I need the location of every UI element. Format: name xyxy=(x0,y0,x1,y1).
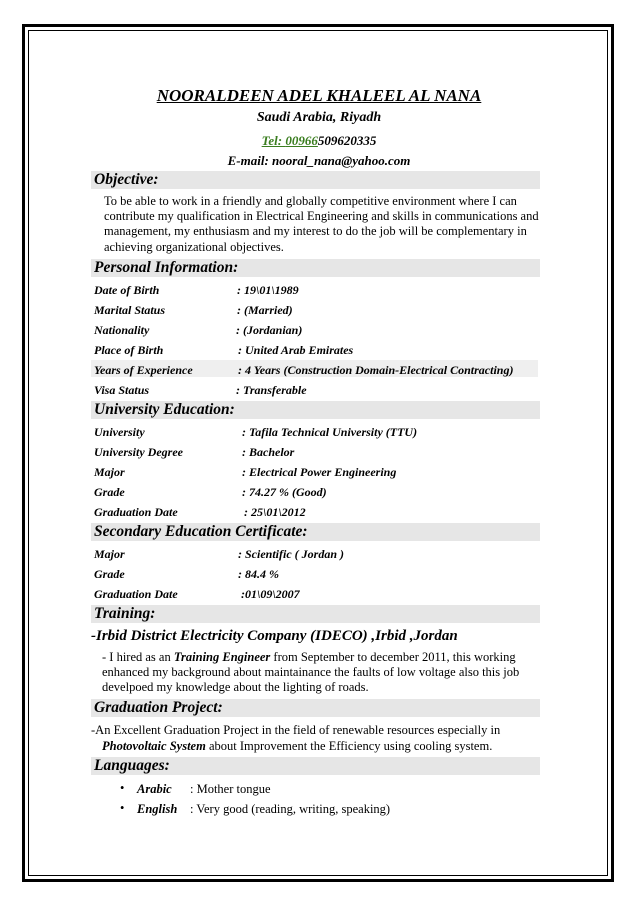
value-university: : Tafila Technical University (TTU) xyxy=(242,425,418,439)
value-visa-status: : Transferable xyxy=(236,383,307,397)
training-desc-after: from September to december 2011, this working enhanced my background about maintainance the faults of low voltage also this job develpoed my knowledge about the lighting of roads. xyxy=(102,650,520,695)
label-grade: Grade xyxy=(94,485,125,499)
value-nationality: : (Jordanian) xyxy=(236,323,303,337)
project-system: Photovoltaic System xyxy=(102,739,206,753)
training-description xyxy=(102,650,540,696)
label-major: Major xyxy=(94,465,125,479)
section-university-education: University Education: xyxy=(91,401,540,419)
section-secondary-education: Secondary Education Certificate: xyxy=(91,523,540,541)
section-training: Training: xyxy=(91,605,540,623)
candidate-name: NOORALDEEN ADEL KHALEEL AL NANA xyxy=(156,86,482,105)
language-english: English xyxy=(137,802,178,816)
language-arabic-level: : Mother tongue xyxy=(190,782,271,796)
label-graduation-date: Graduation Date xyxy=(94,505,178,519)
label-university-degree: University Degree xyxy=(94,445,183,459)
value-place-of-birth: : United Arab Emirates xyxy=(238,343,354,357)
telephone xyxy=(0,133,638,149)
tel-prefix: 00966 xyxy=(285,133,318,148)
training-desc-before: - I hired as an xyxy=(102,650,174,664)
label-university: University xyxy=(94,425,145,439)
value-secondary-major: : Scientific ( Jordan ) xyxy=(238,547,344,561)
project-line-1: -An Excellent Graduation Project in the field of renewable resources especially in xyxy=(91,723,501,737)
label-marital-status: Marital Status xyxy=(94,303,166,317)
label-visa-status: Visa Status xyxy=(94,383,150,397)
value-graduation-date: : 25\01\2012 xyxy=(244,505,306,519)
section-graduation-project: Graduation Project: xyxy=(91,699,540,717)
label-date-of-birth: Date of Birth xyxy=(94,283,160,297)
objective-text: To be able to work in a friendly and globally competitive environment where I can contribute my qualification in Electrical Engineering and skills in communications and management, my enthusiasm and my interest to do the job will be complementary in achieving organizational objectives. xyxy=(104,194,539,254)
section-languages: Languages: xyxy=(91,757,540,775)
section-personal-information: Personal Information: xyxy=(91,259,540,277)
tel-label: Tel: xyxy=(261,133,286,148)
email: E-mail: nooral_nana@yahoo.com xyxy=(227,153,411,168)
label-secondary-grade: Grade xyxy=(94,567,125,581)
project-line-2-rest: about Improvement the Efficiency using cooling system. xyxy=(205,739,493,753)
value-university-degree: : Bachelor xyxy=(242,445,295,459)
label-secondary-major: Major xyxy=(94,547,125,561)
bullet-icon: • xyxy=(120,781,125,795)
training-role: Training Engineer xyxy=(173,650,271,664)
label-nationality: Nationality xyxy=(94,323,150,337)
location: Saudi Arabia, Riyadh xyxy=(256,110,382,125)
value-date-of-birth: : 19\01\1989 xyxy=(237,283,299,297)
value-secondary-graduation-date: :01\09\2007 xyxy=(241,587,300,601)
value-marital-status: : (Married) xyxy=(237,303,293,317)
training-company: -Irbid District Electricity Company (IDECO) ,Irbid ,Jordan xyxy=(91,628,458,644)
label-years-of-experience: Years of Experience xyxy=(94,363,193,377)
label-secondary-graduation-date: Graduation Date xyxy=(94,587,178,601)
label-place-of-birth: Place of Birth xyxy=(94,343,164,357)
project-line-2 xyxy=(102,739,492,754)
section-objective: Objective: xyxy=(91,171,540,189)
tel-number: 509620335 xyxy=(317,133,377,148)
value-years-of-experience: : 4 Years (Construction Domain-Electrical Contracting) xyxy=(238,363,514,377)
value-secondary-grade: : 84.4 % xyxy=(238,567,279,581)
language-arabic: Arabic xyxy=(137,782,172,796)
value-major: : Electrical Power Engineering xyxy=(242,465,397,479)
bullet-icon: • xyxy=(120,801,125,815)
language-english-level: : Very good (reading, writing, speaking) xyxy=(190,802,391,816)
value-grade: : 74.27 % (Good) xyxy=(242,485,327,499)
